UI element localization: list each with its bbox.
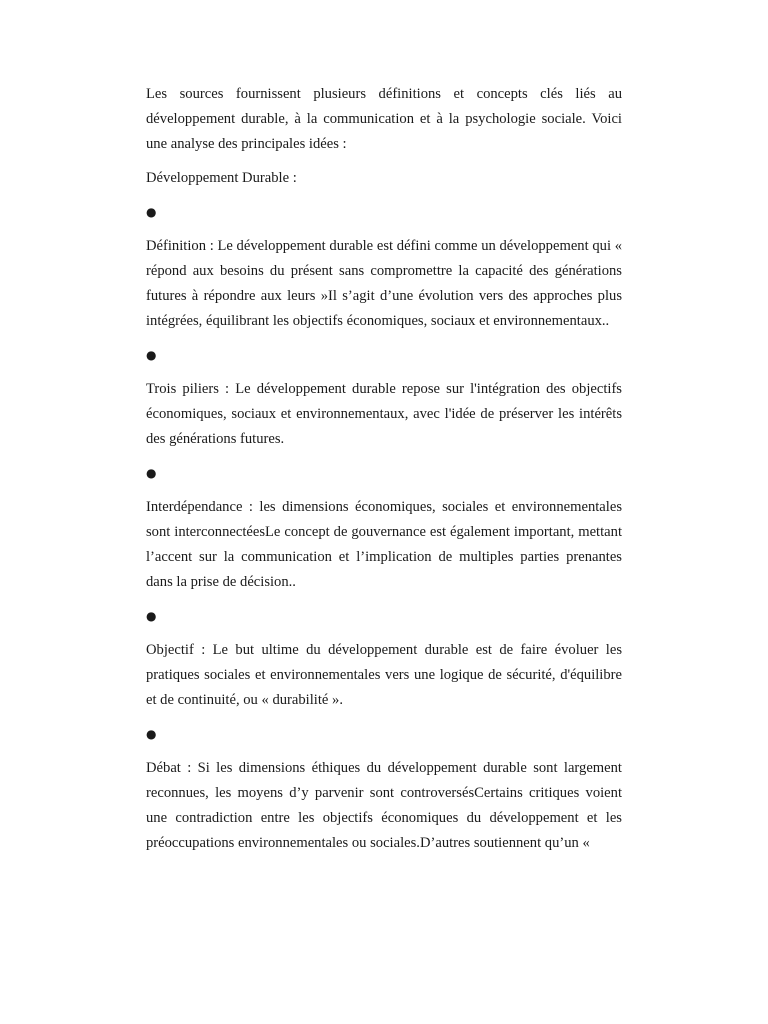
bullet-icon: ●: [146, 727, 157, 741]
document-page: [146, 82, 622, 865]
debate-paragraph: Débat : Si les dimensions éthiques du développement durable sont largement reconnues, les moyens d’y parvenir sont controversésCertains critiques voient une contradiction entre les objectifs économiques du développement et les préoccupations environnementales ou sociales.D’autres soutiennent qu’un «: [146, 760, 622, 851]
section-heading: Développement Durable :: [146, 170, 297, 186]
bullet-icon: ●: [146, 348, 157, 362]
intro-paragraph: Les sources fournissent plusieurs définitions et concepts clés liés au développement durable, à la communication et à la psychologie sociale. Voici une analyse des principales idées :: [146, 86, 622, 152]
interdependence-paragraph: Interdépendance : les dimensions économiques, sociales et environnementales sont interconnectéesLe concept de gouvernance est également important, mettant l’accent sur la communication et l’implication de multiples parties prenantes dans la prise de décision..: [146, 499, 622, 590]
objective-paragraph: Objectif : Le but ultime du développement durable est de faire évoluer les pratiques sociales et environnementales vers une logique de sécurité, d'équilibre et de continuité, ou « durabilité ».: [146, 642, 622, 708]
bullet-icon: ●: [146, 609, 157, 623]
definition-paragraph: Définition : Le développement durable est défini comme un développement qui « répond aux besoins du présent sans compromettre la capacité des générations futures à répondre aux leurs »Il s’agit d’une évolution vers des approches plus intégrées, équilibrant les objectifs économiques, sociaux et environnementaux..: [146, 238, 622, 329]
bullet-icon: ●: [146, 205, 157, 219]
three-pillars-paragraph: Trois piliers : Le développement durable repose sur l'intégration des objectifs économiques, sociaux et environnementaux, avec l'idée de préserver les intérêts des générations futures.: [146, 381, 622, 447]
bullet-icon: ●: [146, 466, 157, 480]
